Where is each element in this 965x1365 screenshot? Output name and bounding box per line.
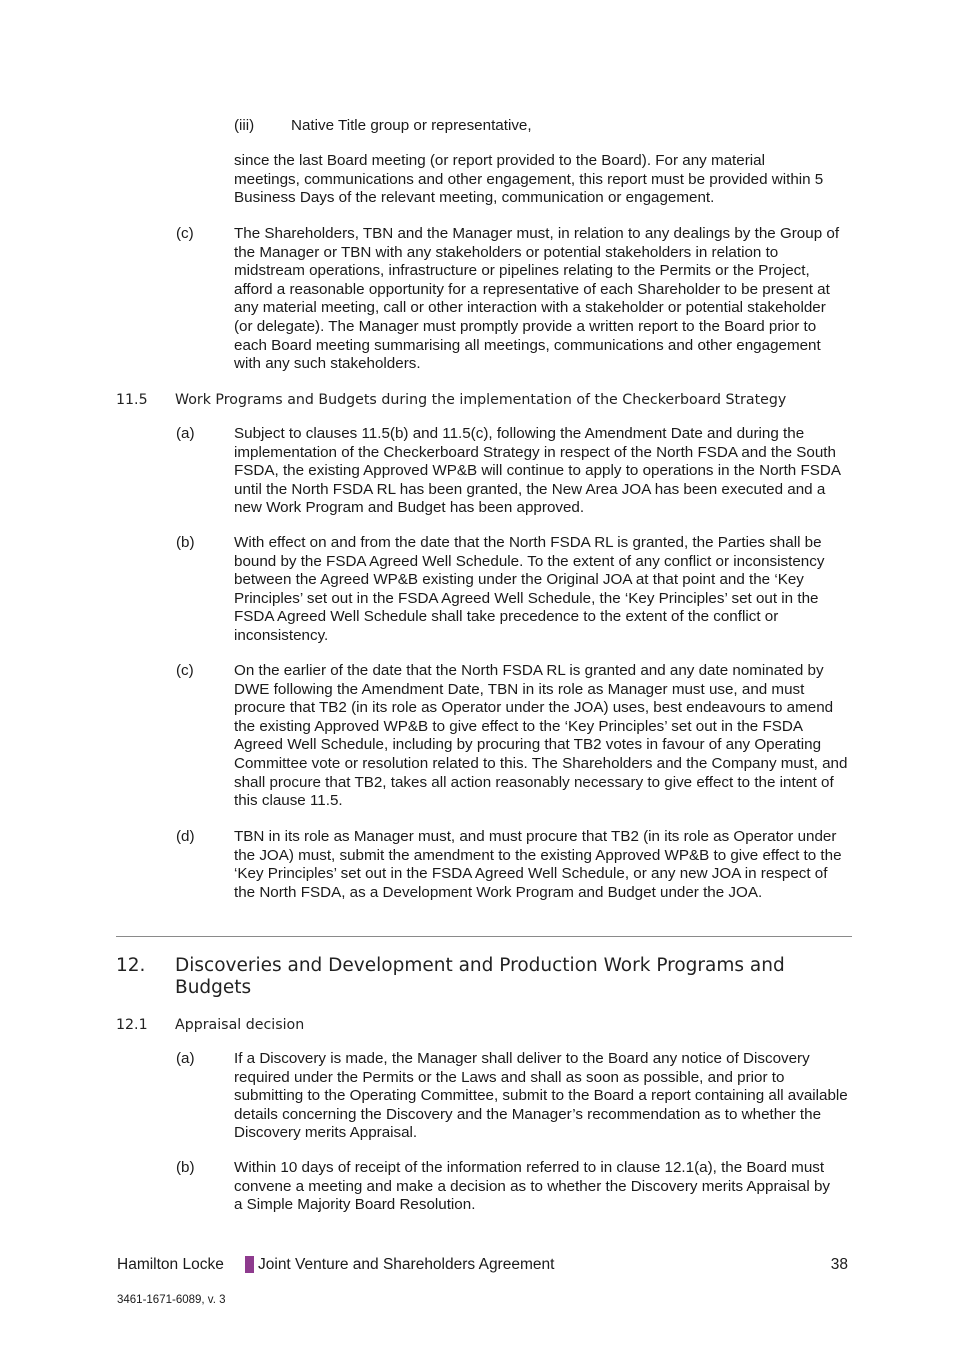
clause-11-5-d-label: (d)	[176, 828, 195, 845]
clause-11-5-a-label: (a)	[176, 425, 195, 442]
clause-12-1-b-text: Within 10 days of receipt of the information referred to in clause 12.1(a), the Board must convene a meeting and make a decision as to whether the Discovery merits Appraisal by a Simple Majority Board Resolution.	[234, 1159, 830, 1214]
section-divider	[116, 936, 852, 937]
footer-accent-bar	[245, 1256, 254, 1273]
section-12-1-title: Appraisal decision	[175, 1017, 305, 1033]
section-11-5-number: 11.5	[116, 392, 148, 408]
clause-11-5-b-text: With effect on and from the date that the North FSDA RL is granted, the Parties shall be bound by the FSDA Agreed Well Schedule. To the extent of any conflict or inconsistency between the Agreed WP&B existing under the Original JOA at that point and the ‘Key Principles’ set out in the FSDA Agreed Well Schedule, the ‘Key Principles’ set out in the FSDA Agreed Well Schedule shall take precedence to the extent of the conflict or inconsistency.	[234, 534, 825, 644]
footer-document-title: Joint Venture and Shareholders Agreement	[258, 1256, 555, 1273]
clause-11-5-b-label: (b)	[176, 534, 195, 551]
page-number: 38	[830, 1256, 848, 1273]
item-iii-label: (iii)	[234, 117, 255, 134]
clause-12-1-a-label: (a)	[176, 1050, 195, 1067]
footer-firm-name: Hamilton Locke	[117, 1256, 224, 1273]
clause-12-1-b-label: (b)	[176, 1159, 195, 1176]
clause-11-4-c-label: (c)	[176, 225, 194, 242]
section-11-5-title: Work Programs and Budgets during the implementation of the Checkerboard Strategy	[175, 392, 787, 408]
section-12-1-number: 12.1	[116, 1017, 148, 1033]
section-12-number: 12.	[116, 955, 146, 976]
clause-11-5-c-text: On the earlier of the date that the North FSDA RL is granted and any date nominated by DWE following the Amendment Date, TBN in its role as Manager must use, and must procure that TB2 (in its role as Operator under the JOA) uses, best endeavours to amend the existing Approved WP&B to give effect to the ‘Key Principles’ set out in the FSDA Agreed Well Schedule, including by procuring that TB2 votes in favour of any Operating Committee vote or resolution related to this. The Shareholders and the Company must, and shall procure that TB2, takes all action reasonably necessary to give effect to the intent of this clause 11.5.	[234, 662, 848, 810]
clause-11-5-c-label: (c)	[176, 662, 194, 679]
clause-11-5-a-text: Subject to clauses 11.5(b) and 11.5(c), following the Amendment Date and during the implementation of the Checkerboard Strategy in respect of the North FSDA and the South FSDA, the existing Approved WP&B will continue to apply to operations in the North FSDA until the North FSDA RL has been granted, the New Area JOA has been executed and a new Work Program and Budget has been approved.	[234, 425, 841, 517]
clause-12-1-a-text: If a Discovery is made, the Manager shall deliver to the Board any notice of Discovery required under the Permits or the Laws and shall as soon as possible, and prior to submitting to the Operating Committee, submit to the Board a report containing all available details concerning the Discovery and the Manager’s recommendation as to whether the Discovery merits Appraisal.	[234, 1050, 848, 1142]
item-iii-text: Native Title group or representative,	[291, 117, 532, 134]
clause-11-4-c-text: The Shareholders, TBN and the Manager must, in relation to any dealings by the Group of the Manager or TBN with any stakeholders or potential stakeholders in relation to midstream operations, infrastructure or pipelines relating to the Permits or the Project, afford a reasonable opportunity for a representative of each Shareholder to be present at any material meeting, call or other interaction with a stakeholder or potential stakeholder (or delegate). The Manager must promptly provide a written report to the Board prior to each Board meeting summarising all meetings, communications and other engagement with any such stakeholders.	[234, 225, 840, 373]
document-id: 3461-1671-6089, v. 3	[117, 1294, 226, 1306]
trailing-paragraph: since the last Board meeting (or report provided to the Board). For any material meetings, communications and other engagement, this report must be provided within 5 Business Days of the relevant meeting, communication or engagement.	[234, 152, 824, 207]
section-12-title: Discoveries and Development and Production Work Programs and Budgets	[175, 955, 785, 998]
clause-11-5-d-text: TBN in its role as Manager must, and must procure that TB2 (in its role as Operator under the JOA) must, submit the amendment to the existing Approved WP&B to give effect to the ‘Key Principles’ set out in the FSDA Agreed Well Schedule, or any new JOA in respect of the North FSDA, as a Development Work Program and Budget under the JOA.	[234, 828, 842, 901]
